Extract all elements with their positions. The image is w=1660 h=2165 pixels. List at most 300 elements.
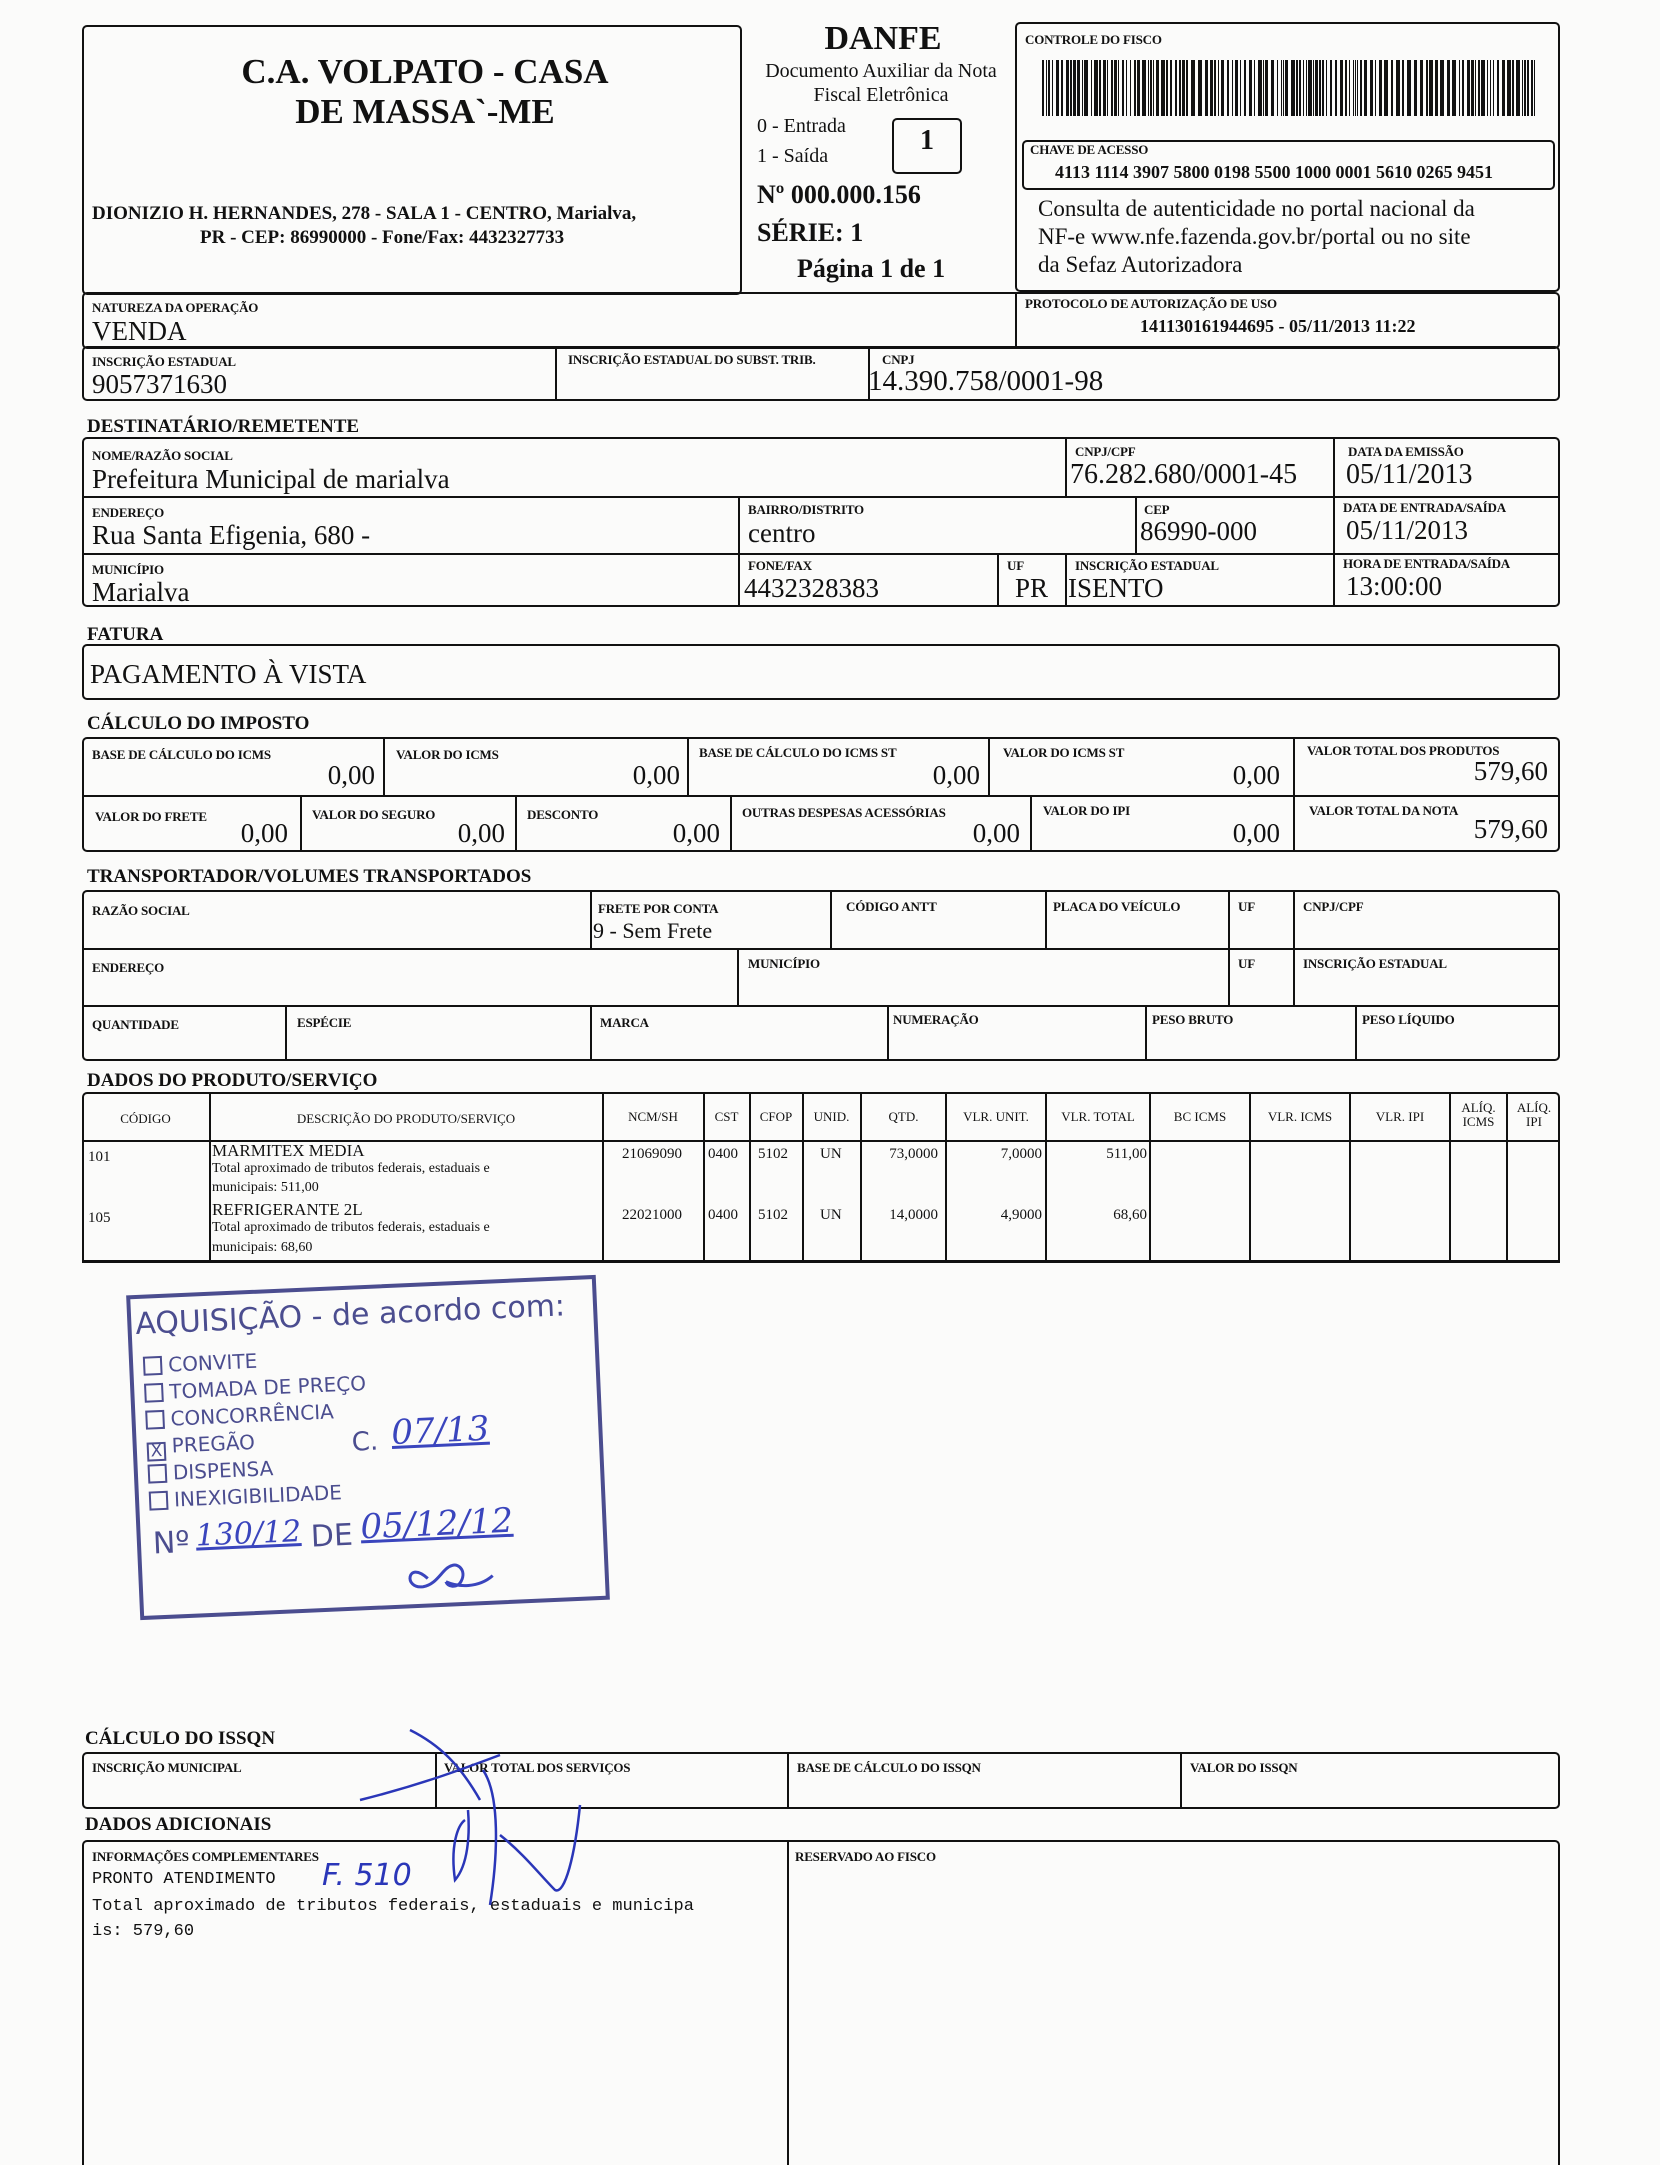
- barcode-bar: [1150, 60, 1152, 116]
- barcode-bar: [1355, 60, 1356, 116]
- consulta-line3: da Sefaz Autorizadora: [1038, 252, 1243, 277]
- barcode-bar: [1073, 60, 1076, 116]
- ipi-value: 0,00: [1232, 818, 1280, 848]
- barcode-bar: [1335, 60, 1337, 116]
- barcode-bar: [1440, 60, 1444, 116]
- cnpj-value: 14.390.758/0001-98: [868, 365, 1104, 397]
- row1-cst: 0400: [708, 1146, 738, 1162]
- barcode-bar: [1467, 60, 1470, 116]
- destinatario-section: DESTINATÁRIO/REMETENTE: [87, 416, 360, 437]
- barcode-bar: [1487, 60, 1488, 116]
- barcode-bar: [1070, 60, 1072, 116]
- total-nota-label: VALOR TOTAL DA NOTA: [1309, 803, 1459, 818]
- barcode-bar: [1299, 60, 1301, 116]
- barcode-bar: [1391, 60, 1393, 116]
- divider: [1065, 437, 1067, 497]
- checkbox-icon: [144, 1383, 164, 1403]
- seguro-value: 0,00: [457, 818, 505, 848]
- barcode-bar: [1077, 60, 1080, 116]
- barcode-bar: [1291, 60, 1295, 116]
- checkbox-icon: [145, 1410, 165, 1430]
- barcode-bar: [1061, 60, 1063, 116]
- divider: [1145, 1005, 1147, 1061]
- divider: [1135, 496, 1137, 554]
- barcode-bar: [1349, 60, 1350, 116]
- info-complementares-label: INFORMAÇÕES COMPLEMENTARES: [92, 1849, 319, 1864]
- barcode-bar: [1527, 60, 1529, 116]
- dest-uf-label: UF: [1007, 558, 1024, 573]
- issqn-im-label: INSCRIÇÃO MUNICIPAL: [92, 1760, 242, 1775]
- barcode: [1042, 60, 1538, 116]
- total-produtos-value: 579,60: [1473, 756, 1548, 786]
- barcode-bar: [1319, 60, 1321, 116]
- barcode-bar: [1153, 60, 1154, 116]
- icms-st-label: VALOR DO ICMS ST: [1003, 745, 1125, 760]
- divider: [787, 1752, 789, 1809]
- row1-qtd: 73,0000: [889, 1146, 938, 1162]
- barcode-bar: [1232, 60, 1233, 116]
- danfe-tipo: 1: [920, 125, 934, 156]
- danfe-serie: SÉRIE: 1: [757, 218, 864, 247]
- barcode-bar: [1240, 60, 1241, 116]
- barcode-bar: [1235, 60, 1238, 116]
- danfe-subtitle1: Documento Auxiliar da Nota: [765, 60, 997, 82]
- barcode-bar: [1516, 60, 1520, 116]
- row2-nome: REFRIGERANTE 2L: [212, 1200, 363, 1219]
- barcode-bar: [1130, 60, 1131, 116]
- row1-desc2: municipais: 511,00: [212, 1180, 319, 1195]
- info-line3: is: 579,60: [92, 1922, 195, 1941]
- barcode-bar: [1429, 60, 1433, 116]
- divider: [887, 1005, 889, 1061]
- danfe-entrada: 0 - Entrada: [757, 115, 846, 137]
- transp-marca-label: MARCA: [600, 1015, 649, 1030]
- divider: [1228, 890, 1230, 1007]
- issqn-base-label: BASE DE CÁLCULO DO ISSQN: [797, 1760, 981, 1775]
- divider: [1065, 553, 1067, 607]
- icms-label: VALOR DO ICMS: [396, 747, 499, 762]
- barcode-bar: [1218, 60, 1219, 116]
- barcode-bar: [1137, 60, 1140, 116]
- th-vlr-unit: VLR. UNIT.: [963, 1109, 1029, 1124]
- barcode-bar: [1379, 60, 1382, 116]
- barcode-bar: [1134, 60, 1136, 116]
- desconto-value: 0,00: [672, 818, 720, 848]
- barcode-bar: [1531, 60, 1533, 116]
- dest-bairro-label: BAIRRO/DISTRITO: [748, 502, 864, 517]
- barcode-bar: [1099, 60, 1101, 116]
- seguro-label: VALOR DO SEGURO: [312, 807, 436, 822]
- barcode-bar: [1315, 60, 1318, 116]
- dest-entrada-label: DATA DE ENTRADA/SAÍDA: [1343, 500, 1506, 515]
- stamp-option-label: TOMADA DE PREÇO: [168, 1371, 367, 1404]
- dest-ie: ISENTO: [1068, 573, 1164, 603]
- transp-especie-label: ESPÉCIE: [297, 1015, 352, 1030]
- barcode-bar: [1281, 60, 1282, 116]
- divider: [82, 553, 1560, 555]
- danfe-saida: 1 - Saída: [757, 145, 829, 167]
- dest-endereco-label: ENDEREÇO: [92, 505, 165, 520]
- barcode-bar: [1142, 60, 1146, 116]
- consulta-line2: NF-e www.nfe.fazenda.gov.br/portal ou no site: [1038, 224, 1471, 249]
- row2-total: 68,60: [1113, 1207, 1147, 1223]
- row2-codigo: 105: [88, 1210, 111, 1226]
- barcode-bar: [1111, 60, 1113, 116]
- dest-municipio-label: MUNICÍPIO: [92, 562, 164, 577]
- barcode-bar: [1326, 60, 1327, 116]
- cnpj-label: CNPJ: [882, 352, 915, 367]
- fatura-texto: PAGAMENTO À VISTA: [90, 659, 367, 689]
- divider: [82, 1005, 1560, 1007]
- barcode-bar: [1271, 60, 1274, 116]
- divider: [787, 1840, 789, 2165]
- barcode-bar: [1471, 60, 1474, 116]
- barcode-bar: [1227, 60, 1229, 116]
- info-line1: PRONTO ATENDIMENTO: [92, 1870, 276, 1889]
- dest-municipio: Marialva: [92, 577, 190, 607]
- barcode-bar: [1254, 60, 1255, 116]
- th-vlr-total: VLR. TOTAL: [1061, 1109, 1135, 1124]
- th-cst: CST: [714, 1109, 739, 1124]
- dest-ie-label: INSCRIÇÃO ESTADUAL: [1075, 558, 1219, 573]
- barcode-bar: [1046, 60, 1047, 116]
- barcode-bar: [1166, 60, 1168, 116]
- frete-label: VALOR DO FRETE: [95, 809, 207, 824]
- dest-bairro: centro: [748, 518, 816, 548]
- checkbox-icon: [149, 1491, 169, 1511]
- inscricao-box: [82, 346, 1560, 401]
- barcode-bar: [1402, 60, 1404, 116]
- barcode-bar: [1414, 60, 1417, 116]
- stamp-convite: [143, 1349, 258, 1378]
- stamp-option-label: CONCORRÊNCIA: [170, 1399, 335, 1431]
- barcode-bar: [1330, 60, 1332, 116]
- divider: [730, 795, 732, 852]
- dest-entrada: 05/11/2013: [1346, 515, 1469, 545]
- barcode-bar: [1475, 60, 1476, 116]
- chave-acesso-label: CHAVE DE ACESSO: [1030, 142, 1149, 157]
- divider: [1180, 1752, 1182, 1809]
- barcode-bar: [1357, 60, 1358, 116]
- divider: [555, 346, 557, 401]
- transporte-section: TRANSPORTADOR/VOLUMES TRANSPORTADOS: [87, 866, 532, 887]
- issqn-section: CÁLCULO DO ISSQN: [85, 1728, 276, 1749]
- outras-label: OUTRAS DESPESAS ACESSÓRIAS: [742, 805, 946, 820]
- stamp-option-label: PREGÃO: [171, 1429, 256, 1458]
- stamp-concorrencia: [145, 1399, 334, 1431]
- natureza-label: NATUREZA DA OPERAÇÃO: [92, 300, 259, 315]
- adicionais-box: [82, 1840, 1560, 2165]
- barcode-bar: [1205, 60, 1208, 116]
- divider: [1355, 1005, 1357, 1061]
- barcode-bar: [1214, 60, 1216, 116]
- danfe-numero: Nº 000.000.156: [757, 180, 921, 209]
- th-qtd: QTD.: [888, 1109, 919, 1124]
- stamp-option-label: DISPENSA: [172, 1456, 274, 1485]
- transporte-box: [82, 890, 1560, 1061]
- th-aliq-ipi-1: ALÍQ.: [1516, 1100, 1552, 1115]
- dest-cnpj-label: CNPJ/CPF: [1075, 444, 1136, 459]
- row1-unid: UN: [820, 1146, 842, 1162]
- icms-value: 0,00: [632, 760, 680, 790]
- transp-frete-label: FRETE POR CONTA: [598, 901, 719, 916]
- stamp-c-label: C.: [351, 1426, 379, 1458]
- barcode-bar: [1524, 60, 1526, 116]
- barcode-bar: [1148, 60, 1149, 116]
- outras-value: 0,00: [972, 818, 1020, 848]
- issqn-servicos-label: VALOR TOTAL DOS SERVIÇOS: [444, 1760, 631, 1775]
- row1-desc1: Total aproximado de tributos federais, estaduais e: [212, 1161, 490, 1176]
- divider: [285, 1005, 287, 1061]
- barcode-bar: [1303, 60, 1304, 116]
- dest-nome-label: NOME/RAZÃO SOCIAL: [92, 448, 233, 463]
- stamp-title: AQUISIÇÃO - de acordo com:: [134, 1288, 566, 1343]
- th-vlr-ipi: VLR. IPI: [1375, 1109, 1425, 1124]
- stamp-de-label: DE: [310, 1517, 354, 1555]
- consulta-line1: Consulta de autenticidade no portal nacional da: [1038, 196, 1475, 221]
- barcode-bar: [1126, 60, 1127, 116]
- frete-value: 0,00: [240, 818, 288, 848]
- barcode-bar: [1221, 60, 1224, 116]
- barcode-bar: [1462, 60, 1464, 116]
- transp-peso-bruto-label: PESO BRUTO: [1152, 1012, 1234, 1027]
- protocolo-label: PROTOCOLO DE AUTORIZAÇÃO DE USO: [1025, 296, 1277, 311]
- transp-antt-label: CÓDIGO ANTT: [846, 899, 937, 914]
- stamp-inexigibilidade: [149, 1480, 343, 1512]
- barcode-bar: [1118, 60, 1119, 116]
- initials-signature: [396, 1545, 508, 1600]
- th-unid: UNID.: [813, 1109, 850, 1124]
- barcode-bar: [1493, 60, 1494, 116]
- divider: [737, 948, 739, 1007]
- transp-quantidade-label: QUANTIDADE: [92, 1017, 179, 1032]
- barcode-bar: [1459, 60, 1460, 116]
- pen-signature: [350, 1715, 610, 1945]
- dest-nome: Prefeitura Municipal de marialva: [92, 464, 450, 494]
- divider: [1333, 437, 1335, 607]
- row1-unit: 7,0000: [1000, 1146, 1042, 1162]
- barcode-bar: [1283, 60, 1284, 116]
- barcode-bar: [1507, 60, 1511, 116]
- transp-ie-label: INSCRIÇÃO ESTADUAL: [1303, 956, 1447, 971]
- barcode-bar: [1277, 60, 1278, 116]
- barcode-bar: [1435, 60, 1438, 116]
- barcode-bar: [1345, 60, 1347, 116]
- th-bc-icms: BC ICMS: [1173, 1109, 1227, 1124]
- transp-municipio-label: MUNICÍPIO: [748, 956, 820, 971]
- total-nota-value: 579,60: [1473, 814, 1548, 844]
- checkbox-icon: [143, 1356, 163, 1376]
- danfe-subtitle2: Fiscal Eletrônica: [813, 84, 949, 106]
- dest-cep-label: CEP: [1144, 502, 1170, 517]
- barcode-bar: [1122, 60, 1124, 116]
- barcode-bar: [1285, 60, 1288, 116]
- imposto-section: CÁLCULO DO IMPOSTO: [87, 713, 310, 734]
- barcode-bar: [1353, 60, 1354, 116]
- stamp-n-label: Nº: [152, 1524, 191, 1562]
- dest-uf: PR: [1015, 573, 1049, 603]
- row1-ncm: 21069090: [622, 1146, 682, 1162]
- row1-total: 511,00: [1106, 1146, 1147, 1162]
- barcode-bar: [1094, 60, 1098, 116]
- transp-placa-label: PLACA DO VEÍCULO: [1053, 899, 1181, 914]
- barcode-bar: [1175, 60, 1177, 116]
- divider: [1293, 890, 1295, 1007]
- barcode-bar: [1082, 60, 1083, 116]
- reservado-fisco-label: RESERVADO AO FISCO: [795, 1849, 936, 1864]
- barcode-bar: [1296, 60, 1298, 116]
- row1-nome: MARMITEX MEDIA: [212, 1141, 365, 1160]
- ie-label: INSCRIÇÃO ESTADUAL: [92, 354, 236, 369]
- divider: [997, 553, 999, 607]
- issqn-valor-label: VALOR DO ISSQN: [1190, 1760, 1298, 1775]
- barcode-bar: [1322, 60, 1324, 116]
- info-line2: Total aproximado de tributos federais, estaduais e municipa: [92, 1897, 694, 1916]
- row2-ncm: 22021000: [622, 1207, 682, 1223]
- chave-acesso: 4113 1114 3907 5800 0198 5500 1000 0001 5610 0265 9451: [1055, 162, 1494, 182]
- adicionais-section: DADOS ADICIONAIS: [85, 1814, 272, 1835]
- ipi-label: VALOR DO IPI: [1043, 803, 1130, 818]
- barcode-bar: [1249, 60, 1252, 116]
- barcode-bar: [1191, 60, 1195, 116]
- divider: [590, 890, 592, 950]
- protocolo-value: 141130161944695 - 05/11/2013 11:22: [1140, 316, 1416, 336]
- divider: [82, 496, 1560, 498]
- row2-cst: 0400: [708, 1207, 738, 1223]
- bc-icms-label: BASE DE CÁLCULO DO ICMS: [92, 747, 271, 762]
- bc-st-value: 0,00: [932, 760, 980, 790]
- barcode-bar: [1103, 60, 1106, 116]
- checked-checkbox-icon: X: [147, 1442, 167, 1462]
- row2-unit: 4,9000: [1000, 1207, 1042, 1223]
- barcode-bar: [1042, 60, 1044, 116]
- ie-st-label: INSCRIÇÃO ESTADUAL DO SUBST. TRIB.: [568, 352, 816, 367]
- stamp-dispensa: [147, 1456, 273, 1485]
- barcode-bar: [1056, 60, 1059, 116]
- barcode-bar: [1407, 60, 1411, 116]
- barcode-bar: [1048, 60, 1050, 116]
- dest-hora: 13:00:00: [1346, 571, 1443, 601]
- issuer-address-line2: PR - CEP: 86990000 - Fone/Fax: 4432327733: [200, 227, 565, 248]
- divider: [1015, 292, 1017, 349]
- desconto-label: DESCONTO: [527, 807, 599, 822]
- dest-cnpj: 76.282.680/0001-45: [1070, 459, 1298, 490]
- barcode-bar: [1308, 60, 1312, 116]
- dest-hora-label: HORA DE ENTRADA/SAÍDA: [1343, 556, 1510, 571]
- barcode-bar: [1370, 60, 1373, 116]
- barcode-bar: [1186, 60, 1188, 116]
- barcode-bar: [1426, 60, 1428, 116]
- barcode-bar: [1396, 60, 1400, 116]
- barcode-bar: [1497, 60, 1499, 116]
- barcode-bar: [1447, 60, 1450, 116]
- icms-st-value: 0,00: [1232, 760, 1280, 790]
- row2-qtd: 14,0000: [889, 1207, 938, 1223]
- dest-endereco: Rua Santa Efigenia, 680 -: [92, 520, 371, 550]
- divider: [830, 890, 832, 950]
- barcode-bar: [1084, 60, 1088, 116]
- bc-st-label: BASE DE CÁLCULO DO ICMS ST: [699, 745, 897, 760]
- ie-value: 9057371630: [92, 369, 227, 399]
- barcode-bar: [1306, 60, 1307, 116]
- controle-fisco-label: CONTROLE DO FISCO: [1025, 32, 1162, 47]
- row2-cfop: 5102: [758, 1207, 788, 1223]
- issuer-name: C.A. VOLPATO - CASA DE MASSA`-ME: [241, 52, 609, 131]
- stamp-c-value: 07/13: [390, 1408, 491, 1453]
- barcode-bar: [1452, 60, 1456, 116]
- barcode-bar: [1534, 60, 1535, 116]
- barcode-bar: [1478, 60, 1480, 116]
- barcode-bar: [1375, 60, 1376, 116]
- divider: [738, 496, 740, 607]
- barcode-bar: [1210, 60, 1213, 116]
- th-aliq-ipi-2: IPI: [1526, 1114, 1542, 1129]
- divider: [300, 795, 302, 852]
- divider: [1293, 737, 1295, 852]
- bc-icms-value: 0,00: [327, 760, 375, 790]
- divider: [82, 948, 1560, 950]
- natureza-value: VENDA: [92, 316, 187, 346]
- barcode-bar: [1340, 60, 1343, 116]
- th-codigo: CÓDIGO: [120, 1111, 171, 1126]
- th-cfop: CFOP: [759, 1109, 793, 1124]
- danfe-title: DANFE: [824, 20, 942, 57]
- dest-fone: 4432328383: [744, 573, 879, 603]
- barcode-bar: [1244, 60, 1246, 116]
- issuer-address-line1: DIONIZIO H. HERNANDES, 278 - SALA 1 - CENTRO, Marialva,: [92, 203, 637, 224]
- divider: [590, 1005, 592, 1061]
- danfe-pagina: Página 1 de 1: [797, 254, 946, 283]
- barcode-bar: [1107, 60, 1108, 116]
- row1-codigo: 101: [88, 1149, 111, 1165]
- transp-frete-value: 9 - Sem Frete: [593, 918, 713, 943]
- dest-cep: 86990-000: [1140, 516, 1257, 546]
- barcode-bar: [1052, 60, 1053, 116]
- divider: [515, 795, 517, 852]
- th-aliq-icms-2: ICMS: [1462, 1114, 1495, 1129]
- th-aliq-icms-1: ALÍQ.: [1461, 1100, 1496, 1115]
- transp-cnpj-label: CNPJ/CPF: [1303, 899, 1364, 914]
- divider: [383, 737, 385, 797]
- divider: [988, 737, 990, 797]
- divider: [82, 795, 1560, 797]
- barcode-bar: [1522, 60, 1523, 116]
- barcode-bar: [1170, 60, 1172, 116]
- checkbox-icon: [148, 1464, 168, 1484]
- handwritten-note: F. 510: [322, 1858, 412, 1893]
- barcode-bar: [1313, 60, 1314, 116]
- barcode-bar: [1502, 60, 1505, 116]
- barcode-bar: [1490, 60, 1491, 116]
- barcode-bar: [1179, 60, 1181, 116]
- barcode-bar: [1182, 60, 1185, 116]
- th-ncm: NCM/SH: [628, 1109, 678, 1124]
- dest-emissao-label: DATA DA EMISSÃO: [1348, 444, 1464, 459]
- barcode-bar: [1265, 60, 1268, 116]
- total-produtos-label: VALOR TOTAL DOS PRODUTOS: [1307, 743, 1500, 758]
- transp-uf2-label: UF: [1238, 956, 1255, 971]
- th-descricao: DESCRIÇÃO DO PRODUTO/SERVIÇO: [296, 1111, 516, 1126]
- th-vlr-icms: VLR. ICMS: [1267, 1109, 1333, 1124]
- row2-unid: UN: [820, 1207, 842, 1223]
- produtos-section: DADOS DO PRODUTO/SERVIÇO: [87, 1070, 378, 1091]
- barcode-bar: [1512, 60, 1514, 116]
- barcode-bar: [1364, 60, 1367, 116]
- divider: [1045, 890, 1047, 950]
- transp-razao-label: RAZÃO SOCIAL: [92, 903, 190, 918]
- transp-peso-liquido-label: PESO LÍQUIDO: [1362, 1012, 1455, 1027]
- transp-numeracao-label: NUMERAÇÃO: [893, 1012, 979, 1027]
